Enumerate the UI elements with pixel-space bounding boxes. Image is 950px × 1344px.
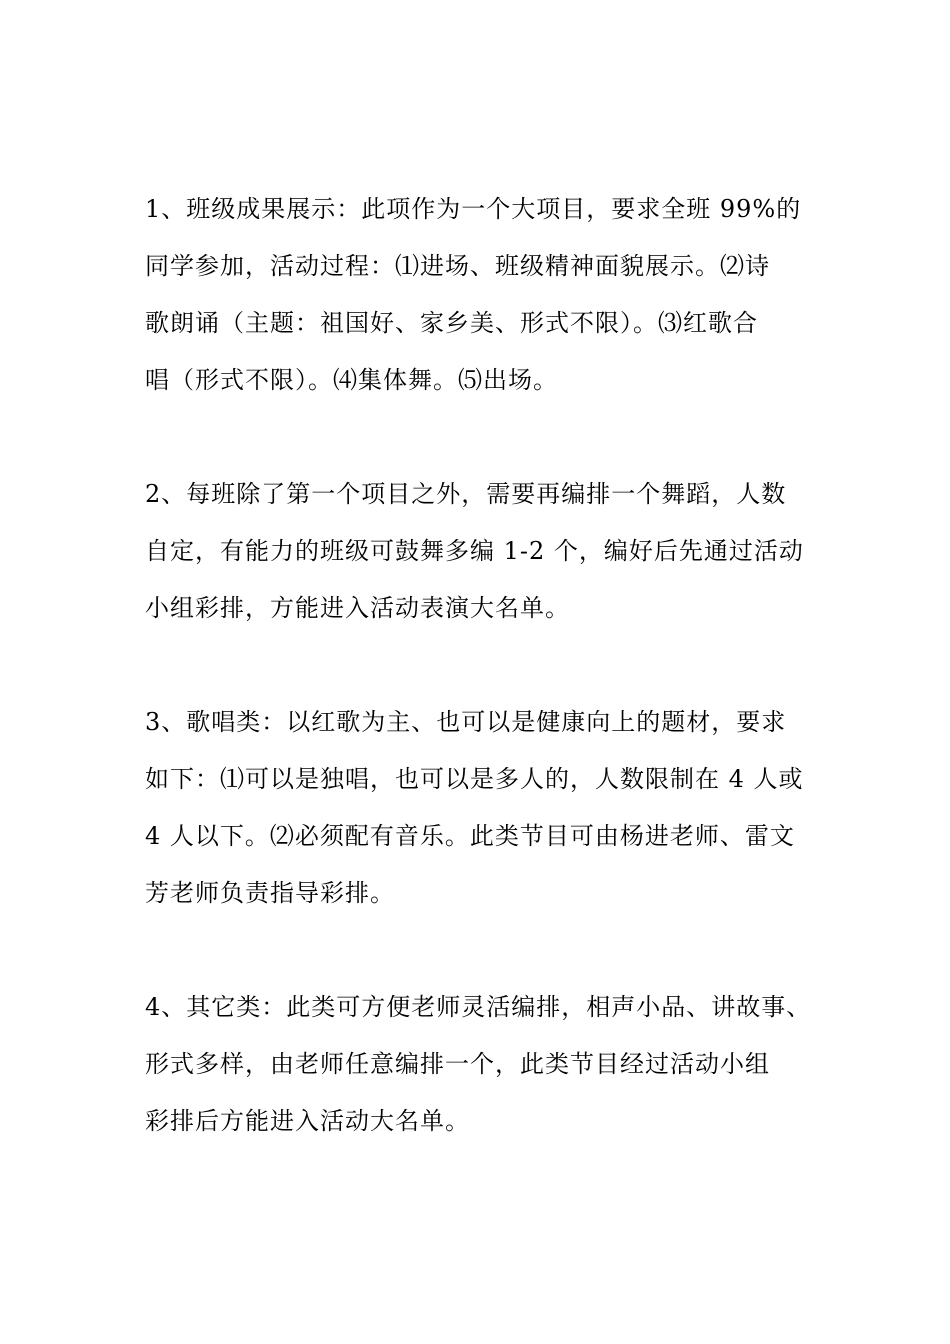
- paragraph-1-line-1: 1、班级成果展示：此项作为一个大项目，要求全班 99%的: [145, 195, 802, 223]
- paragraph-3-line-2: 如下：⑴可以是独唱，也可以是多人的，人数限制在 4 人或: [145, 765, 804, 793]
- paragraph-1-line-3: 歌朗诵（主题：祖国好、家乡美、形式不限）。⑶红歌合: [145, 309, 758, 337]
- paragraph-3-line-3: 4 人以下。⑵必须配有音乐。此类节目可由杨进老师、雷文: [145, 822, 795, 850]
- paragraph-2-line-1: 2、每班除了第一个项目之外，需要再编排一个舞蹈，人数: [145, 480, 787, 508]
- paragraph-3-line-1: 3、歌唱类：以红歌为主、也可以是健康向上的题材，要求: [145, 708, 787, 736]
- paragraph-2-line-3: 小组彩排，方能进入活动表演大名单。: [145, 594, 570, 622]
- paragraph-4-line-1: 4、其它类：此类可方便老师灵活编排，相声小品、讲故事、: [145, 993, 812, 1021]
- paragraph-3-line-4: 芳老师负责指导彩排。: [145, 879, 395, 907]
- paragraph-4-line-3: 彩排后方能进入活动大名单。: [145, 1107, 470, 1135]
- paragraph-1-line-4: 唱（形式不限）。⑷集体舞。⑸出场。: [145, 366, 558, 394]
- paragraph-2-line-2: 自定，有能力的班级可鼓舞多编 1-2 个，编好后先通过活动: [145, 537, 804, 565]
- paragraph-1-line-2: 同学参加，活动过程：⑴进场、班级精神面貌展示。⑵诗: [145, 252, 770, 280]
- paragraph-4-line-2: 形式多样，由老师任意编排一个，此类节目经过活动小组: [145, 1050, 770, 1078]
